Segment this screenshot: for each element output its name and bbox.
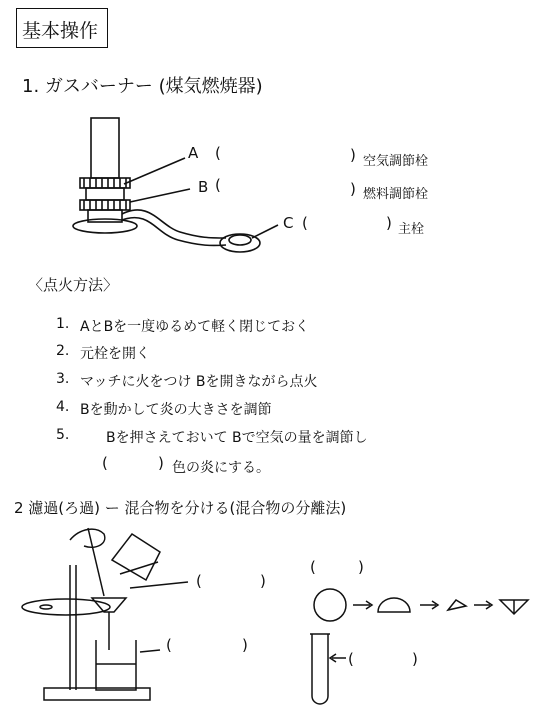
step-4-number: 4.: [56, 399, 70, 415]
label-b-close-paren: ): [350, 180, 356, 198]
page-title: 基本操作: [22, 20, 99, 42]
test-tube-blank-open: (: [348, 650, 354, 668]
label-a-answer: 空気調節栓: [363, 154, 429, 169]
step-1-text: AとBを一度ゆるめて軽く閉じておく: [80, 319, 310, 335]
label-c-close-paren: ): [386, 214, 392, 232]
label-b-answer: 燃料調節栓: [363, 187, 429, 202]
filtration-blank-1-open: (: [196, 572, 202, 590]
section1-heading: 1. ガスバーナー (煤気燃焼器): [22, 76, 263, 97]
step-2-text: 元栓を開く: [80, 346, 150, 362]
label-b-open-paren: (: [215, 176, 221, 194]
filtration-blank-1-close: ): [260, 572, 266, 590]
step-5-continued-text: 色の炎にする。: [172, 460, 270, 476]
step-5-close-paren: ): [158, 454, 164, 472]
label-c-answer: 主栓: [398, 222, 425, 237]
step-4-text: Bを動かして炎の大きさを調節: [80, 402, 272, 418]
step-1-number: 1.: [56, 316, 70, 332]
step-5-open-paren: (: [102, 454, 108, 472]
filter-paper-blank-close: ): [358, 558, 364, 576]
label-b-letter: B: [198, 178, 209, 196]
step-5-text: Bを押さえておいて Bで空気の量を調節し: [106, 430, 368, 446]
step-2-number: 2.: [56, 343, 70, 359]
step-3-number: 3.: [56, 371, 70, 387]
label-c-open-paren: (: [302, 214, 308, 232]
label-c-letter: C: [283, 214, 294, 232]
label-a-close-paren: ): [350, 146, 356, 164]
filter-paper-blank-open: (: [310, 558, 316, 576]
ignition-heading: 〈点火方法〉: [28, 276, 119, 294]
filtration-blank-2-open: (: [166, 636, 172, 654]
filtration-blank-2-close: ): [242, 636, 248, 654]
step-3-text: マッチに火をつけ Bを開きながら点火: [80, 374, 318, 390]
label-a-open-paren: (: [215, 144, 221, 162]
test-tube-blank-close: ): [412, 650, 418, 668]
step-5-number: 5.: [56, 427, 70, 443]
label-a-letter: A: [188, 144, 199, 162]
section2-heading: 2 濾過(ろ過) ー 混合物を分ける(混合物の分離法): [14, 499, 347, 517]
